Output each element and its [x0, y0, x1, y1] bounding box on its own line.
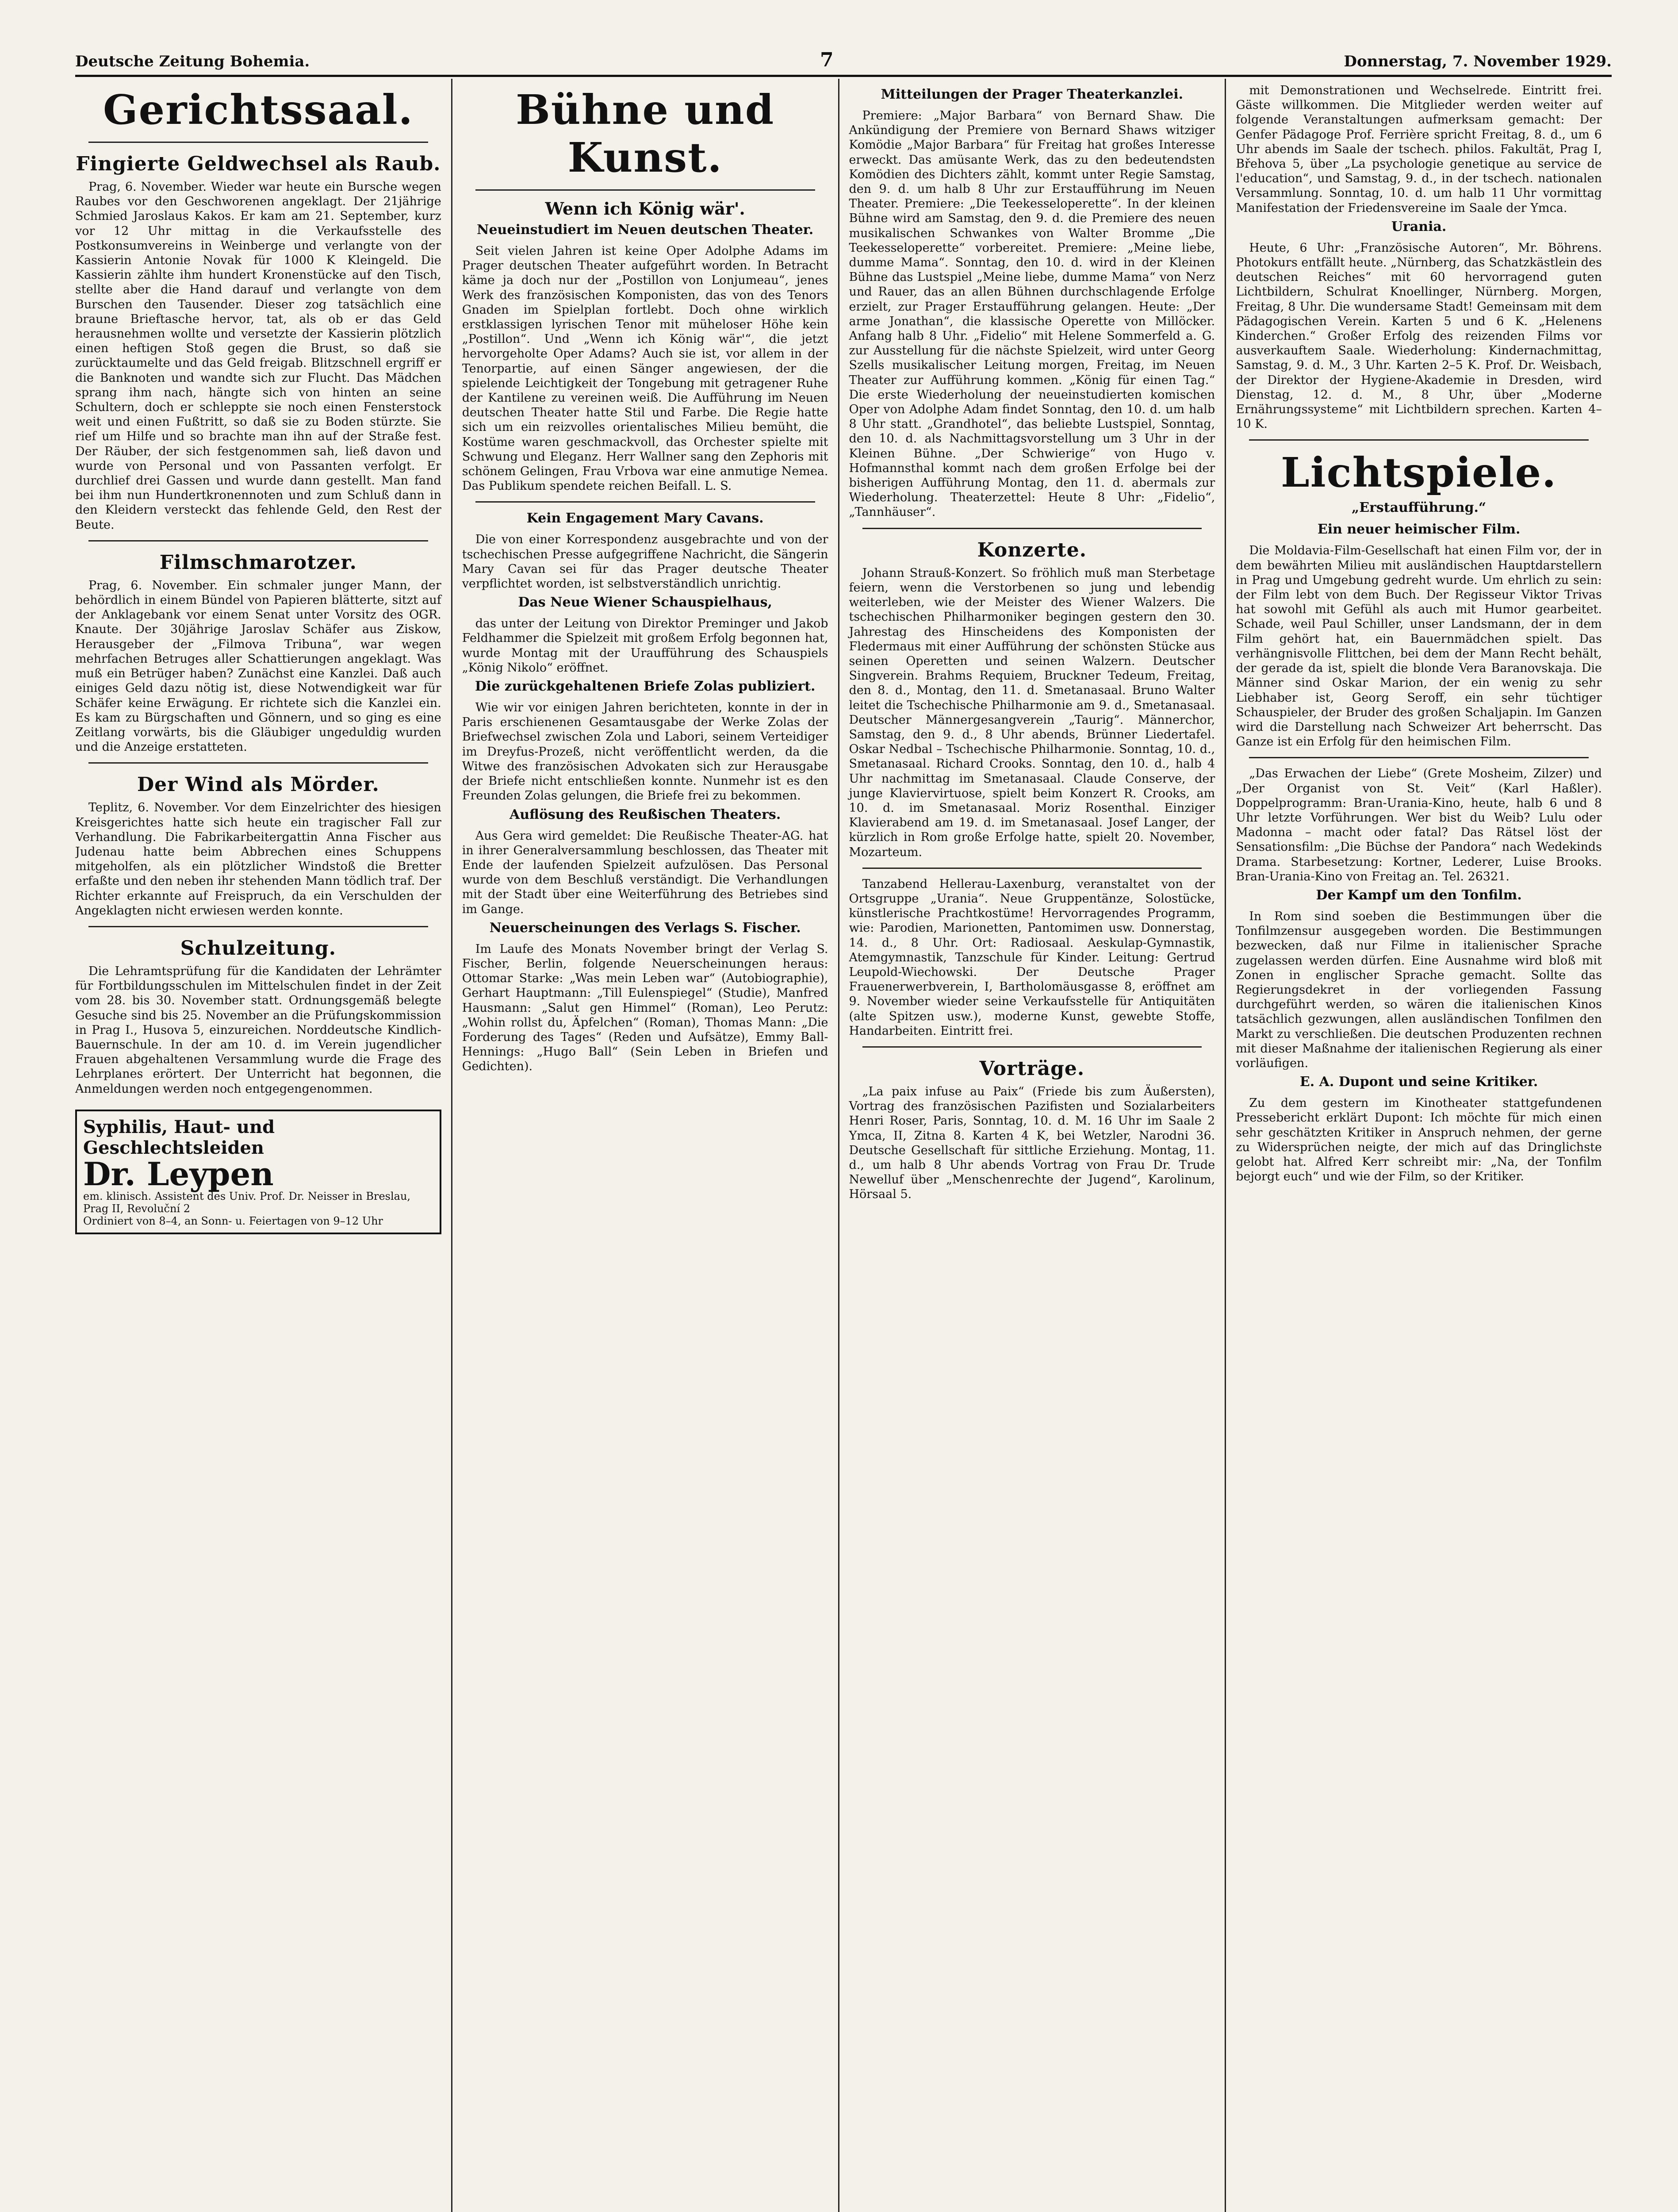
article-body: Aus Gera wird gemeldet: Die Reußische Theater-AG. hat in ihrer Generalversammlung beschlossen, das Theater mit Ende der laufenden Spielzeit aufzulösen. Das Personal wurde von dem Beschluß verständigt. Die Verhandlungen mit der Stadt über eine Weiterführung des Betriebes sind im Gange. [462, 829, 828, 916]
article-headline: Wenn ich König wär'. [545, 199, 745, 219]
article-headline: Filmschmarotzer. [159, 551, 357, 574]
article-body: Die Lehramtsprüfung für die Kandidaten der Lehrämter für Fortbildungsschulen im Mittelschulen findet in der Zeit vom 28. bis 30. November statt. Ordnungsgemäß belegte Gesuche sind bis 25. November an die Prüfungskommission in Prag I., Husova 5, einzureichen. Norddeutsche Kindlich-Bauernschule. In der am 10. d. im Verein jugendlicher Frauen abgehaltenen Versammlung wurde die Frage des Lehrplanes erörtert. Der Unterricht hat begonnen, die Anmeldungen werden noch entgegengenommen. [75, 964, 441, 1096]
article-body: „La paix infuse au Paix“ (Friede bis zum Äußersten), Vortrag des französischen Pazifisten und Sozialarbeiters Henri Roser, Paris, Sonntag, 10. d. M. 16 Uhr im Saale 2 Ymca, II, Zitna 8. Karten 4 K, bei Wetzler, Narodni 36. Deutsche Gesellschaft für sittliche Erziehung. Montag, 11. d., um halb 8 Uhr abends Vortrag von Frau Dr. Trude Newelluf über „Menschenrechte der Jugend“, Karolinum, Hörsaal 5. [849, 1084, 1215, 1202]
divider [862, 868, 1202, 869]
section-title-court: Gerichtssaal. [103, 86, 414, 134]
section-title-stage: Bühne und Kunst. [516, 86, 775, 181]
page-header [75, 49, 1612, 77]
article-headline: Kein Engagement Mary Cavans. [526, 511, 764, 526]
article-body: Teplitz, 6. November. Vor dem Einzelrichter des hiesigen Kreisgerichtes hatte sich heute ein tragischer Fall zur Verhandlung. Die Fabrikarbeitergattin Anna Fischer aus Judenau hatte beim Abbrechen eines Schuppens mitgeholfen, als ein plötzlicher Windstoß die Bretter erfaßte und den neben ihr stehenden Mann tödlich traf. Der Richter erkannte auf Freispruch, da ein Verschulden der Angeklagten nicht erwiesen werden konnte. [75, 801, 441, 918]
article-headline: Die zurückgehaltenen Briefe Zolas publiziert. [475, 679, 816, 695]
article-body: Johann Strauß-Konzert. So fröhlich muß man Sterbetage feiern, wenn die Verstorbenen so jung und lebendig weiterleben, wie der Meister des Wiener Walzers. Die tschechischen Philharmoniker begingen gestern den 30. Jahrestag des Hinscheidens des Komponisten der Fledermaus mit einer Aufführung der schönsten Stücke aus seinen Operetten und seinen Walzern. Deutscher Singverein. Brahms Requiem, Bruckner Tedeum, Freitag, den 8. d., Montag, den 11. d. Smetanasaal. Bruno Walter leitet die Tschechische Philharmonie am 9. d., Smetanasaal. Deutscher Männergesangverein „Taurig“. Männerchor, Samstag, den 9. d., 8 Uhr abends, Brünner Liedertafel. Oskar Nedbal – Tschechische Philharmonie. Sonntag, 10. d., Smetanasaal. Richard Crooks. Sonntag, den 10. d., halb 4 Uhr nachmittag im Smetanasaal. Claude Conserve, der junge Klaviervirtuose, spielt beim Konzert R. Crooks, am 10. d. im Smetanasaal. Moriz Rosenthal. Einziger Klavierabend am 19. d. im Smetanasaal. Josef Langer, der kürzlich in Rom große Erfolge hatte, spielt 20. November, Mozarteum. [849, 566, 1215, 859]
article-subheadline: Neueinstudiert im Neuen deutschen Theater. [477, 222, 814, 238]
column-1 [75, 79, 452, 2212]
article-body: In Rom sind soeben die Bestimmungen über die Tonfilmzensur ausgegeben worden. Die Bestimmungen bezwecken, daß nur Filme in italienischer Sprache zugelassen werden dürfen. Eine Ausnahme wird bloß mit Zonen in englischer Sprache gemacht. Sollte das Regierungsdekret in der vorliegenden Fassung durchgeführt werden, so wären die italienischen Kinos tatsächlich gezwungen, allen ausländischen Tonfilmen den Markt zu verschließen. Die deutschen Produzenten rechnen mit dieser Maßnahme der italienischen Regierung als einer vorläufigen. [1236, 909, 1602, 1070]
article-body: Prag, 6. November. Ein schmaler junger Mann, der behördlich in einem Bündel von Papieren blätterte, sitzt auf der Anklagebank vor einem Senat unter Vorsitz des OGR. Knaute. Der 30jährige Jaroslav Schäfer aus Ziskow, Herausgeber der „Filmova Tribuna“, war wegen mehrfachen Betruges aller Schattierungen angeklagt. Was muß ein Betrüger haben? Zunächst eine Kanzlei. Daß auch einiges Geld dazu nötig ist, diese Notwendigkeit war für Schäfer keine Erwägung. Er richtete sich die Kanzlei ein. Es kam zu Bürgschaften und Gönnern, und so ging es eine Zeitlang vorwärts, bis die Gläubiger ungeduldig wurden und die Anzeige erstatteten. [75, 578, 441, 754]
article-body: Tanzabend Hellerau-Laxenburg, veranstaltet von der Ortsgruppe „Urania“. Neue Gruppentänze, Solostücke, künstlerische Prachtkostüme! Hervorragendes Programm, wie: Parodien, Marionetten, Pantomimen usw. Donnerstag, 14. d., 8 Uhr. Ort: Radiosaal. Aeskulap-Gymnastik, Atemgymnastik, Tanzschule für Kinder. Leitung: Gertrud Leupold-Wiechowski. Der Deutsche Prager Frauenerwerbverein, I, Bartholomäusgasse 8, eröffnet am 9. November wieder seine Verkaufsstelle für Antiquitäten (alte Spitzen usw.), moderne Kunst, gewebte Stoffe, Handarbeiten. Eintritt frei. [849, 877, 1215, 1038]
article-body: Premiere: „Major Barbara“ von Bernard Shaw. Die Ankündigung der Premiere von Bernard Shaws witziger Komödie „Major Barbara“ für Freitag hat großes Interesse erweckt. Das amüsante Werk, das zu den bedeutendsten Komödien des Dichters zählt, kommt unter Regie Samstag, den 9. d. um halb 8 Uhr zur Erstaufführung im Neuen Theater. Premiere: „Die Teekesseloperette“. In der kleinen Bühne wird am Samstag, den 9. d. die Premiere des neuen musikalischen Schwankes von Walter Bromme „Die Teekesseloperette“ vorbereitet. Premiere: „Meine liebe, dumme Mama“. Sonntag, den 10. d. wird in der Kleinen Bühne das Lustspiel „Meine liebe, dumme Mama“ von Nerz und Rauer, das an allen Bühnen durchschlagende Erfolge erzielt, zur Prager Erstaufführung gelangen. Heute: „Der arme Jonathan“, die klassische Operette von Millöcker. Anfang halb 8 Uhr. „Fidelio“ mit Helene Sommerfeld a. G. zur Ausstellung für die nächste Spielzeit, wird unter Georg Szells musikalischer Leitung morgen, Freitag, im Neuen Theater zur Aufführung kommen. „König für einen Tag.“ Die erste Wiederholung der neueinstudierten komischen Oper von Adolphe Adam findet Sonntag, den 10. d. um halb 8 Uhr statt. „Grandhotel“, das beliebte Lustspiel, Sonntag, den 10. d. als Nachmittagsvorstellung um 3 Uhr in der Kleinen Bühne. „Der Schwierige“ von Hugo v. Hofmannsthal kommt nach dem großen Erfolge bei der bisherigen Aufführung Montag, den 11. d. abermals zur Wiederholung. Theaterzettel: Heute 8 Uhr: „Fidelio“, „Tannhäuser“. [849, 109, 1215, 519]
section-title-concerts: Konzerte. [977, 538, 1087, 561]
article-body: Zu dem gestern im Kinotheater stattgefundenen Pressebericht erklärt Dupont: Ich möchte für mich einen sehr geschätzten Kritiker in Anspruch nehmen, der gerne zu Widersprüchen neigte, der mich auf das Dringlichste gelobt hat. Alfred Kerr schreibt mir: „Na, der Tonfilm bejorgt euch“ und wie der Film, so der Kritiker. [1236, 1096, 1602, 1184]
issue-date: Donnerstag, 7. November 1929. [1344, 53, 1612, 70]
article-headline: Auflösung des Reußischen Theaters. [509, 806, 781, 822]
divider [88, 142, 428, 143]
article-subheadline: „Erstaufführung.“ [1351, 500, 1486, 516]
divider [88, 540, 428, 541]
divider [475, 189, 815, 191]
page-number: 7 [820, 49, 834, 71]
divider [88, 926, 428, 927]
divider [475, 501, 815, 503]
article-body: Seit vielen Jahren ist keine Oper Adolphe Adams im Prager deutschen Theater aufgeführt worden. In Betracht käme ja doch nur der „Postillon von Lonjumeau“, jenes Werk des französischen Komponisten, das von des Tenors Gnaden im Spielplan fortlebt. Doch ohne wirklich erstklassigen lyrischen Tenor mit müheloser Höhe kein „Postillon“. Und „Wenn ich König wär'“, die jetzt hervorgeholte Oper Adams? Auch sie ist, vor allem in der Tenorpartie, auf einen Sänger angewiesen, der die spielende Leichtigkeit der Tongebung mit getragener Ruhe der Kantilene zu vereinen weiß. Die Aufführung im Neuen deutschen Theater hatte Stil und Farbe. Die Regie hatte sich um ein reizvolles orientalisches Milieu bemüht, die Kostüme waren geschmackvoll, das Orchester spielte mit Schwung und Eleganz. Herr Wallner sang den Zephoris mit schönem Gelingen, Frau Vrbova war eine anmutige Nemea. Das Publikum spendete reichen Beifall. L. S. [462, 244, 828, 493]
section-title-school: Schulzeitung. [180, 937, 337, 960]
column-2 [452, 79, 839, 2212]
section-title-cinema: Lichtspiele. [1281, 449, 1557, 497]
article-body: Heute, 6 Uhr: „Französische Autoren“, Mr. Böhrens. Photokurs entfällt heute. „Nürnberg, das Schatzkästlein des deutschen Reiches“ mit 60 hervorragend guten Lichtbildern, Schulrat Knoellinger, Nürnberg. Morgen, Freitag, 8 Uhr. Die wundersame Stadt! Gemeinsam mit dem Pädagogischen Verein. Karten 5 und 6 K. „Helenens Kinderchen.“ Großer Erfolg des reizenden Films vor ausverkauftem Saale. Wiederholung: Kindernachmittag, Samstag, 9. d. M., 3 Uhr. Karten 2–5 K. Prof. Dr. Weisbach, der Direktor der Hygiene-Akademie in Dresden, wird Dienstag, 12. d. M., 8 Uhr, über „Moderne Ernährungssysteme“ mit Lichtbildern sprechen. Karten 4–10 K. [1236, 241, 1602, 431]
ad-name: Dr. Leypen [83, 1155, 274, 1193]
article-headline: Das Neue Wiener Schauspielhaus, [518, 595, 772, 611]
article-body: das unter der Leitung von Direktor Preminger und Jakob Feldhammer die Spielzeit mit großem Erfolg begonnen hat, wurde Montag mit der Uraufführung des Schauspiels „König Nikolo“ eröffnet. [462, 617, 828, 675]
article-body: Im Laufe des Monats November bringt der Verlag S. Fischer, Berlin, folgende Neuerscheinungen heraus: Ottomar Starke: „Was mein Leben war“ (Autobiographie), Gerhart Hauptmann: „Till Eulenspiegel“ (Studie), Manfred Hausmann: „Salut gen Himmel“ (Roman), Leo Perutz: „Wohin rollst du, Äpfelchen“ (Roman), Thomas Mann: „Die Forderung des Tages“ (Reden und Aufsätze), Emmy Ball-Hennings: „Hugo Ball“ (Sein Leben in Briefen und Gedichten). [462, 942, 828, 1074]
ad-line: em. klinisch. Assistent des Univ. Prof. Dr. Neisser in Breslau, Prag II, Revoluční 2 [83, 1190, 411, 1215]
article-body: Prag, 6. November. Wieder war heute ein Bursche wegen Raubes vor den Geschworenen angeklagt. Der 21jährige Schmied Jaroslaus Kakos. Er kam am 21. September, kurz vor 12 Uhr mittag in die Verkaufsstelle des Postkonsumvereins in Weinberge und verlangte von der Kassierin Antonie Novak für 1000 K Kleingeld. Die Kassierin zählte ihm hundert Kronenstücke auf den Tisch, stellte aber die Hand darauf und verlangte von dem Burschen den Tausender. Dieser zog tatsächlich eine braune Brieftasche hervor, tat, als ob er das Geld herausnehmen wollte und versetzte der Kassierin plötzlich einen heftigen Stoß gegen die Brust, so daß sie zurücktaumelte und das Geld freigab. Blitzschnell ergriff er die Banknoten und wandte sich zur Flucht. Das Mädchen sprang ihm nach, hängte sich von hinten an seine Schultern, doch er schleppte sie noch einen Fensterstock weit und einen Fußtritt, so daß sie zu Boden stürzte. Sie rief um Hilfe und so brachte man ihn auf der Straße fest. Der Räuber, der sich festgenommen sah, ließ davon und wurde von Personal und von Passanten verfolgt. Er durchlief drei Gassen und wurde dann gestellt. Man fand bei ihm nun Hundertkronennoten und zum Schluß dann in den Kleidern versteckt das fehlende Geld, den Rest der Beute. [75, 180, 441, 532]
article-headline: Der Wind als Mörder. [137, 773, 379, 796]
ad-hours: Ordiniert von 8–4, an Sonn- u. Feiertagen von 9–12 Uhr [83, 1214, 383, 1227]
divider [1249, 439, 1589, 441]
section-title-urania: Urania. [1391, 219, 1447, 234]
section-title-lectures: Vorträge. [979, 1057, 1085, 1080]
column-3 [839, 79, 1226, 2212]
article-body: mit Demonstrationen und Wechselrede. Eintritt frei. Gäste willkommen. Die Mitglieder werden weiter auf folgende Veranstaltungen aufmerksam gemacht: Der Genfer Pädagoge Prof. Ferrière spricht Freitag, 8. d., um 6 Uhr abends im Saale der tschech. philos. Fakultät, Prag I, Břehova 5, über „La psychologie genetique au service de l'education“, und Samstag, 9. d., in der tschech. nationalen Versammlung. Sonntag, 10. d. um halb 11 Uhr vormittag Manifestation der Friedensvereine im Saale der Ymca. [1236, 84, 1602, 215]
divider [862, 1046, 1202, 1048]
article-headline: Ein neuer heimischer Film. [1317, 522, 1521, 538]
article-body: Die Moldavia-Film-Gesellschaft hat einen Film vor, der in dem bewährten Milieu mit ausländischen Hauptdarstellern in Prag und Umgebung gedreht wurde. Um ehrlich zu sein: der Film lebt von dem Buch. Der Regisseur Viktor Trivas hat sowohl mit Gefühl als auch mit Humor gearbeitet. Schade, weil Paul Schiller, unser Landsmann, der in dem Film gehört hat, ein Bauernmädchen spielt. Das verhängnisvolle Flittchen, bei dem der Mann Recht behält, der gerade da ist, spielt die blonde Vera Baranovskaja. Die Männer sind Oskar Marion, der ein wenig zu sehr Liebhaber ist, Georg Seroff, ein sehr tüchtiger Schauspieler, der Bruder des großen Schaljapin. Im Ganzen wird die Darstellung nach Schweizer Art beherrscht. Das Ganze ist ein Erfolg für den heimischen Film. [1236, 544, 1602, 749]
article-body: Wie wir vor einigen Jahren berichteten, konnte in der in Paris erschienenen Gesamtausgabe der Werke Zolas der Briefwechsel zwischen Zola und Labori, seinem Verteidiger im Dreyfus-Prozeß, nicht veröffentlicht werden, da die Witwe des französischen Advokaten sich zur Herausgabe der Briefe nicht entschließen konnte. Nunmehr ist es den Freunden Zolas gelungen, die Briefe frei zu bekommen. [462, 701, 828, 803]
section-title-theater-office: Mitteilungen der Prager Theaterkanzlei. [881, 87, 1184, 102]
article-headline: Neuerscheinungen des Verlags S. Fischer. [489, 920, 801, 936]
divider [88, 762, 428, 764]
article-headline: Der Kampf um den Tonfilm. [1316, 887, 1522, 903]
columns [75, 79, 1612, 2212]
article-headline: Fingierte Geldwechsel als Raub. [76, 153, 441, 175]
article-body: „Das Erwachen der Liebe“ (Grete Mosheim, Zilzer) und „Der Organist von St. Veit“ (Karl Haßler). Doppelprogramm: Bran-Urania-Kino, heute, halb 6 und 8 Uhr letzte Vorführungen. Wer bist du Weib? Lulu oder Madonna – macht oder fatal? Das Rätsel löst der Sensationsfilm: „Die Büchse der Pandora“ nach Wedekinds Drama. Starbesetzung: Kortner, Lederer, Luise Brooks. Bran-Urania-Kino von Freitag an. Tel. 26321. [1236, 767, 1602, 883]
divider [1249, 757, 1589, 758]
article-headline: E. A. Dupont und seine Kritiker. [1299, 1074, 1538, 1090]
column-4 [1226, 79, 1612, 2212]
newspaper-name: Deutsche Zeitung Bohemia. [75, 53, 310, 70]
divider [862, 528, 1202, 529]
ad-title: Syphilis, Haut- und Geschlechtsleiden [83, 1116, 275, 1158]
article-body: Die von einer Korrespondenz ausgebrachte und von der tschechischen Presse aufgegriffene Nachricht, die Sängerin Mary Cavan sei für das Prager deutsche Theater verpflichtet worden, ist selbstverständlich unrichtig. [462, 533, 828, 591]
advertisement [75, 1110, 441, 1234]
